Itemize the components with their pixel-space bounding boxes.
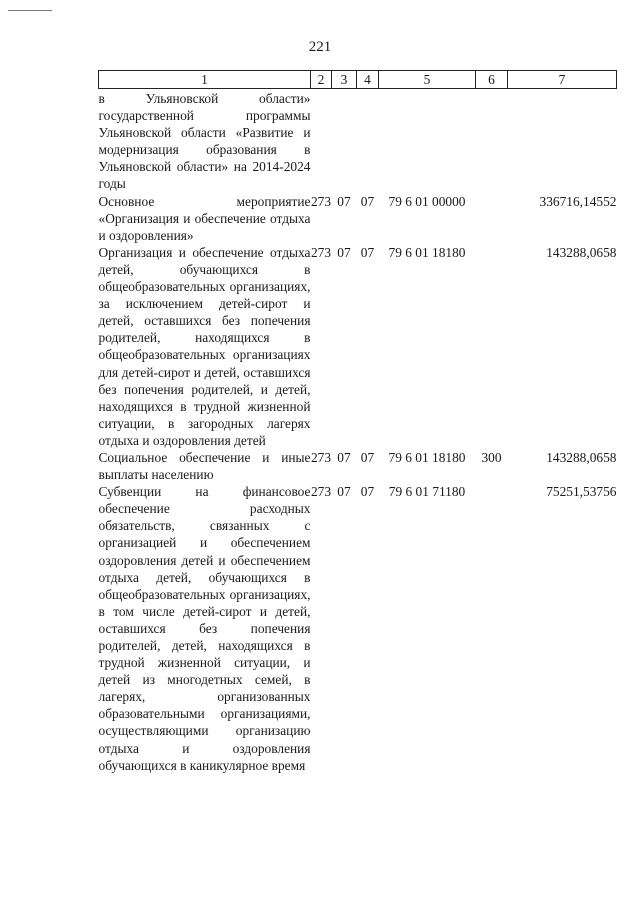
row-ministry-code: 273 bbox=[310, 484, 332, 500]
row-section-code: 07 bbox=[337, 449, 351, 465]
row-subsection-code: 07 bbox=[360, 244, 375, 260]
row-subsection-code: 07 bbox=[360, 193, 375, 209]
row-target-article: 79 6 01 00000 bbox=[388, 193, 466, 209]
header-col-2: 2 bbox=[311, 71, 332, 89]
header-col-3: 3 bbox=[332, 71, 357, 89]
table-row bbox=[99, 449, 617, 483]
row-section-code: 07 bbox=[337, 484, 351, 500]
row-name: в Ульяновской области» государственной программы Ульяновской области «Развитие и модернизация образования в Ульяновской области» на 2014-2024 годы bbox=[98, 91, 311, 192]
row-subsection-code bbox=[357, 89, 379, 193]
row-name: Субвенции на финансовое обеспечение расходных обязательств, связанных с организацией и обеспечением оздоровления детей и обеспечением отдыха детей, обучающихся в общеобразовательных организациях, в том числе детей-сирот и детей, оставшихся без попечения родителей, детей, находящихся в трудной жизненной ситуации, и детей из многодетных семей, в лагерях, организованных образовательными организациями, осуществляющими организацию отдыха и оздоровления обучающихся в каникулярное время bbox=[98, 484, 311, 773]
row-ministry-code: 273 bbox=[310, 193, 332, 209]
row-amount: 75251,53756 bbox=[546, 484, 617, 500]
table-header-row bbox=[99, 71, 617, 89]
row-target-article: 79 6 01 71180 bbox=[388, 484, 466, 500]
row-amount bbox=[508, 89, 617, 193]
header-col-7: 7 bbox=[508, 71, 617, 89]
row-ministry-code: 273 bbox=[310, 244, 332, 260]
table-row bbox=[99, 193, 617, 244]
row-ministry-code bbox=[311, 89, 332, 193]
table-row bbox=[99, 244, 617, 449]
row-expense-type bbox=[476, 193, 508, 244]
row-subsection-code: 07 bbox=[360, 449, 375, 465]
row-section-code: 07 bbox=[337, 244, 351, 260]
row-name: Социальное обеспечение и иные выплаты населению bbox=[98, 449, 311, 483]
row-target-article: 79 6 01 18180 bbox=[388, 449, 466, 465]
row-expense-type bbox=[476, 483, 508, 774]
row-section-code bbox=[332, 89, 357, 193]
row-amount: 143288,0658 bbox=[546, 449, 617, 465]
row-amount: 336716,14552 bbox=[539, 193, 617, 209]
table-row bbox=[99, 89, 617, 193]
row-subsection-code: 07 bbox=[360, 484, 375, 500]
row-ministry-code: 273 bbox=[310, 449, 332, 465]
page-number: 221 bbox=[308, 39, 332, 55]
row-expense-type: 300 bbox=[481, 449, 502, 465]
row-target-article bbox=[379, 89, 476, 193]
scan-edge-mark bbox=[8, 10, 52, 11]
header-col-1: 1 bbox=[99, 71, 311, 89]
row-target-article: 79 6 01 18180 bbox=[388, 244, 466, 260]
budget-table bbox=[98, 70, 617, 774]
row-name: Организация и обеспечение отдыха детей, обучающихся в общеобразовательных организациях, за исключением детей-сирот и детей, оставшихся без попечения родителей, находящихся в общеобразовательных организациях для детей-сирот и детей, оставшихся без попечения родителей, и детей, находящихся в трудной жизненной ситуации, в загородных лагерях отдыха и оздоровления детей bbox=[98, 244, 311, 448]
header-col-5: 5 bbox=[379, 71, 476, 89]
header-col-4: 4 bbox=[357, 71, 379, 89]
row-expense-type bbox=[476, 89, 508, 193]
row-name: Основное мероприятие «Организация и обеспечение отдыха и оздоровления» bbox=[98, 193, 311, 243]
header-col-6: 6 bbox=[476, 71, 508, 89]
row-amount: 143288,0658 bbox=[546, 244, 617, 260]
table-row bbox=[99, 483, 617, 774]
row-expense-type bbox=[476, 244, 508, 449]
row-section-code: 07 bbox=[337, 193, 351, 209]
